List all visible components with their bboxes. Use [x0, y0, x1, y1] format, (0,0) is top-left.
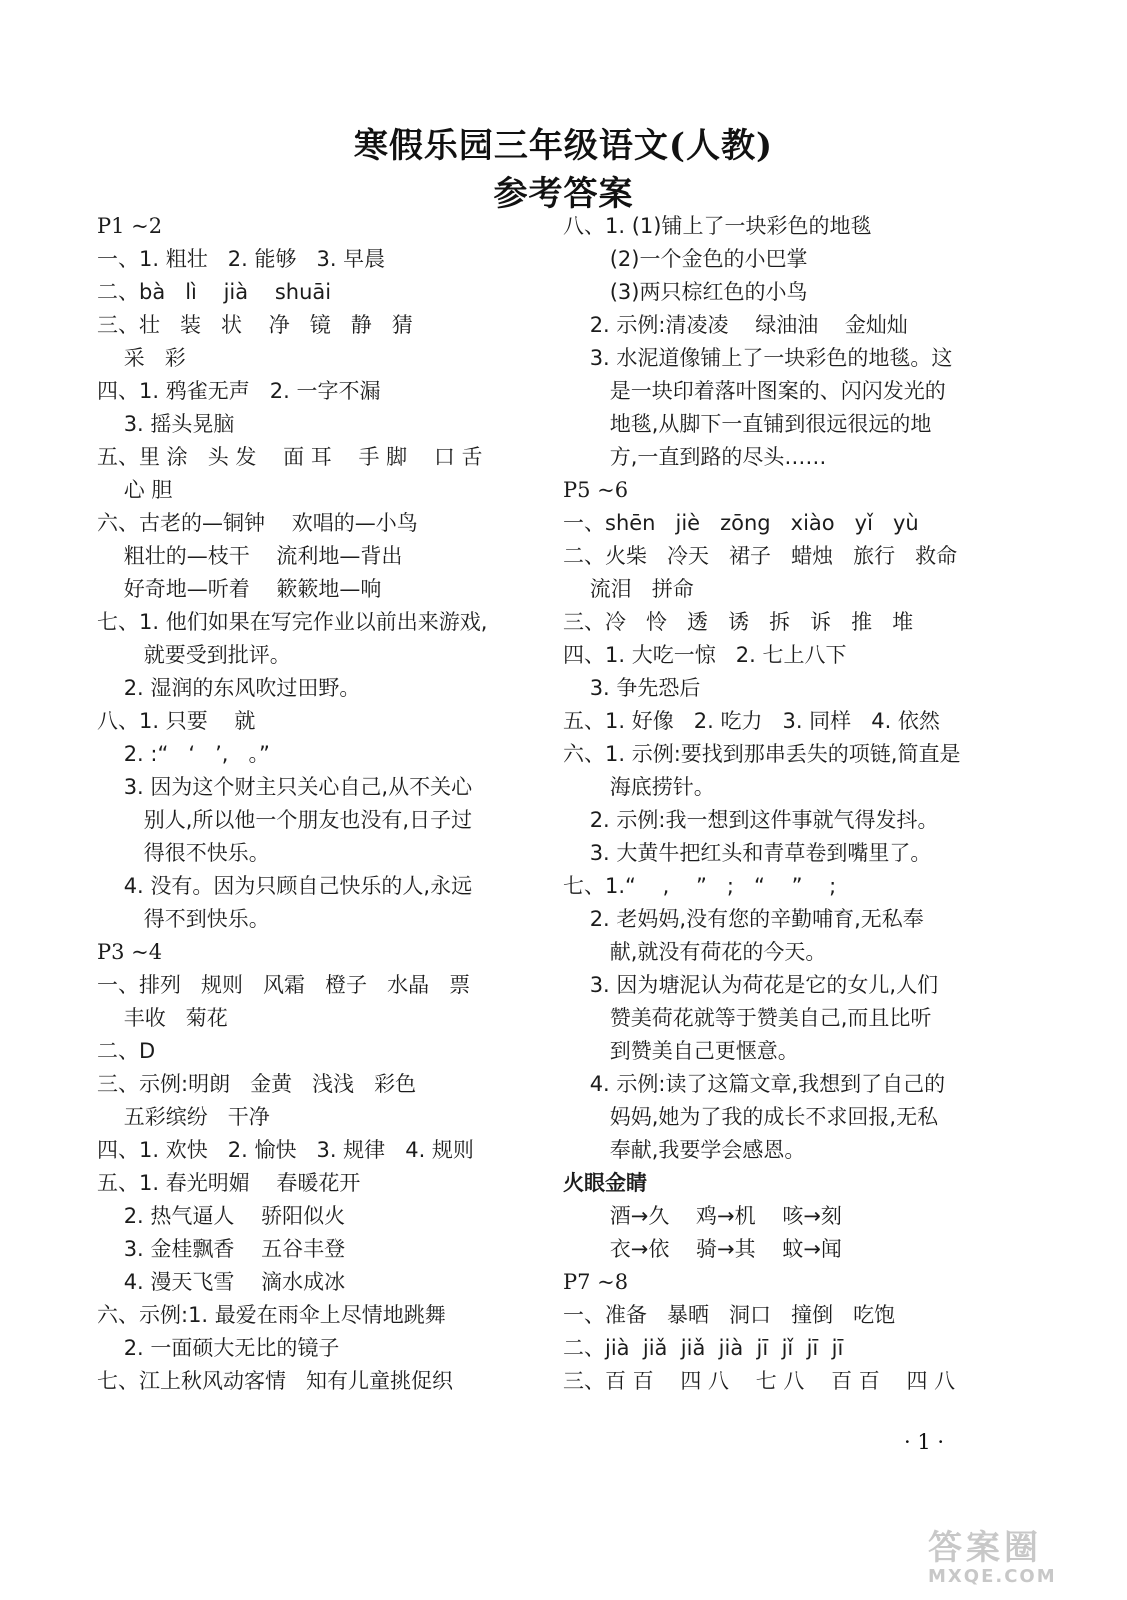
answer-line: 丰收 菊花: [97, 1006, 228, 1030]
answer-line: (2)一个金色的小巴掌: [563, 247, 808, 271]
answer-line: 二、火柴 冷天 裙子 蜡烛 旅行 救命: [563, 544, 958, 568]
answer-line: 六、古老的—铜钟 欢唱的—小鸟: [97, 511, 418, 535]
answer-line: 2. 湿润的东风吹过田野。: [97, 676, 361, 700]
answer-line: 三、壮 装 状 净 镜 静 猜: [97, 313, 413, 337]
watermark-url: MXQE.COM: [928, 1566, 1057, 1587]
answer-line: 得不到快乐。: [97, 907, 270, 931]
page-range-heading: P5 ~6: [563, 478, 629, 502]
watermark-text: 答案圈: [928, 1528, 1042, 1568]
answer-line: 奉献,我要学会感恩。: [563, 1138, 806, 1162]
answer-line: 一、1. 粗壮 2. 能够 3. 早晨: [97, 247, 386, 271]
answer-line: 方,一直到路的尽头……: [563, 445, 827, 469]
answer-line: 海底捞针。: [563, 775, 715, 799]
answer-line: 八、1. 只要 就: [97, 709, 256, 733]
answer-line: 4. 示例:读了这篇文章,我想到了自己的: [563, 1072, 946, 1096]
answer-line: 七、1.“ , ” ; “ ” ;: [563, 874, 837, 898]
answer-line: 就要受到批评。: [97, 643, 291, 667]
answer-line: 五、1. 好像 2. 吃力 3. 同样 4. 依然: [563, 709, 940, 733]
answer-line: 3. 水泥道像铺上了一块彩色的地毯。这: [563, 346, 953, 370]
watermark-logo: [928, 1530, 1113, 1590]
answer-line: 八、1. (1)铺上了一块彩色的地毯: [563, 214, 872, 238]
answer-line: 3. 因为这个财主只关心自己,从不关心: [97, 775, 473, 799]
answer-line: 妈妈,她为了我的成长不求回报,无私: [563, 1105, 939, 1129]
answer-line: 好奇地—听着 簌簌地—响: [97, 577, 382, 601]
answer-line: 2. :“ ‘ ’, 。”: [97, 742, 270, 766]
answer-line: 一、shēn jiè zōng xiào yǐ yù: [563, 511, 919, 535]
answer-line: 4. 没有。因为只顾自己快乐的人,永远: [97, 874, 473, 898]
answer-line: 三、冷 怜 透 诱 拆 诉 推 堆: [563, 610, 914, 634]
answer-line: 二、bà lì jià shuāi: [97, 280, 332, 304]
answer-line: 七、1. 他们如果在写完作业以前出来游戏,: [97, 610, 488, 634]
page-range-heading: P3 ~4: [97, 940, 163, 964]
document-title: [0, 122, 1127, 218]
left-answer-column: [97, 210, 537, 1398]
answer-line: 四、1. 大吃一惊 2. 七上八下: [563, 643, 847, 667]
answer-line: 3. 金桂飘香 五谷丰登: [97, 1237, 346, 1261]
title-line-1: 寒假乐园三年级语文(人教): [353, 126, 774, 166]
answer-line: 地毯,从脚下一直铺到很远很远的地: [563, 412, 932, 436]
answer-line: 心 胆: [97, 478, 173, 502]
answer-line: 3. 争先恐后: [563, 676, 701, 700]
answer-line: 流泪 拼命: [563, 577, 694, 601]
answer-line: 四、1. 鸦雀无声 2. 一字不漏: [97, 379, 381, 403]
answer-line: 别人,所以他一个朋友也没有,日子过: [97, 808, 473, 832]
answer-line: 一、排列 规则 风霜 橙子 水晶 票: [97, 973, 471, 997]
right-answer-column: [563, 210, 1033, 1398]
answer-line: 三、示例:明朗 金黄 浅浅 彩色: [97, 1072, 417, 1096]
answer-line: 2. 一面硕大无比的镜子: [97, 1336, 340, 1360]
page-range-heading: P7 ~8: [563, 1270, 629, 1294]
answer-line: 六、示例:1. 最爱在雨伞上尽情地跳舞: [97, 1303, 446, 1327]
page-number: · 1 ·: [904, 1430, 945, 1454]
answer-line: 粗壮的—枝干 流利地—背出: [97, 544, 403, 568]
answer-line: 衣→依 骑→其 蚊→闻: [563, 1237, 842, 1261]
answer-line: 献,就没有荷花的今天。: [563, 940, 827, 964]
answer-line: (3)两只棕红色的小鸟: [563, 280, 808, 304]
answer-line: 五、1. 春光明媚 春暖花开: [97, 1171, 361, 1195]
page-range-heading: P1 ~2: [97, 214, 163, 238]
answer-line: 到赞美自己更惬意。: [563, 1039, 799, 1063]
answer-line: 酒→久 鸡→机 咳→刻: [563, 1204, 842, 1228]
answer-line: 赞美荷花就等于赞美自己,而且比听: [563, 1006, 932, 1030]
answer-line: 3. 摇头晃脑: [97, 412, 235, 436]
answer-line: 2. 老妈妈,没有您的辛勤哺育,无私奉: [563, 907, 924, 931]
answer-line: 是一块印着落叶图案的、闪闪发光的: [563, 379, 946, 403]
answer-line: 采 彩: [97, 346, 186, 370]
answer-line: 3. 大黄牛把红头和青草卷到嘴里了。: [563, 841, 932, 865]
answer-line: 五、里 涂 头 发 面 耳 手 脚 口 舌: [97, 445, 483, 469]
answer-line: 得很不快乐。: [97, 841, 270, 865]
answer-line: 一、准备 暴晒 洞口 撞倒 吃饱: [563, 1303, 896, 1327]
answer-line: 三、百 百 四 八 七 八 百 百 四 八: [563, 1369, 956, 1393]
answer-line: 六、1. 示例:要找到那串丢失的项链,简直是: [563, 742, 961, 766]
title-line-2: 参考答案: [493, 174, 634, 214]
answer-line: 四、1. 欢快 2. 愉快 3. 规律 4. 规则: [97, 1138, 474, 1162]
answer-line: 五彩缤纷 干净: [97, 1105, 270, 1129]
answer-line: 2. 热气逼人 骄阳似火: [97, 1204, 346, 1228]
answer-line: 二、jià jiǎ jiǎ jià jī jǐ jī jī: [563, 1336, 844, 1360]
answer-line: 3. 因为塘泥认为荷花是它的女儿,人们: [563, 973, 939, 997]
answer-line: 4. 漫天飞雪 滴水成冰: [97, 1270, 346, 1294]
section-heading: 火眼金睛: [563, 1171, 647, 1195]
answer-line: 2. 示例:清凌凌 绿油油 金灿灿: [563, 313, 908, 337]
answer-line: 七、江上秋风动客情 知有儿童挑促织: [97, 1369, 454, 1393]
answer-line: 2. 示例:我一想到这件事就气得发抖。: [563, 808, 939, 832]
answer-line: 二、D: [97, 1039, 156, 1063]
